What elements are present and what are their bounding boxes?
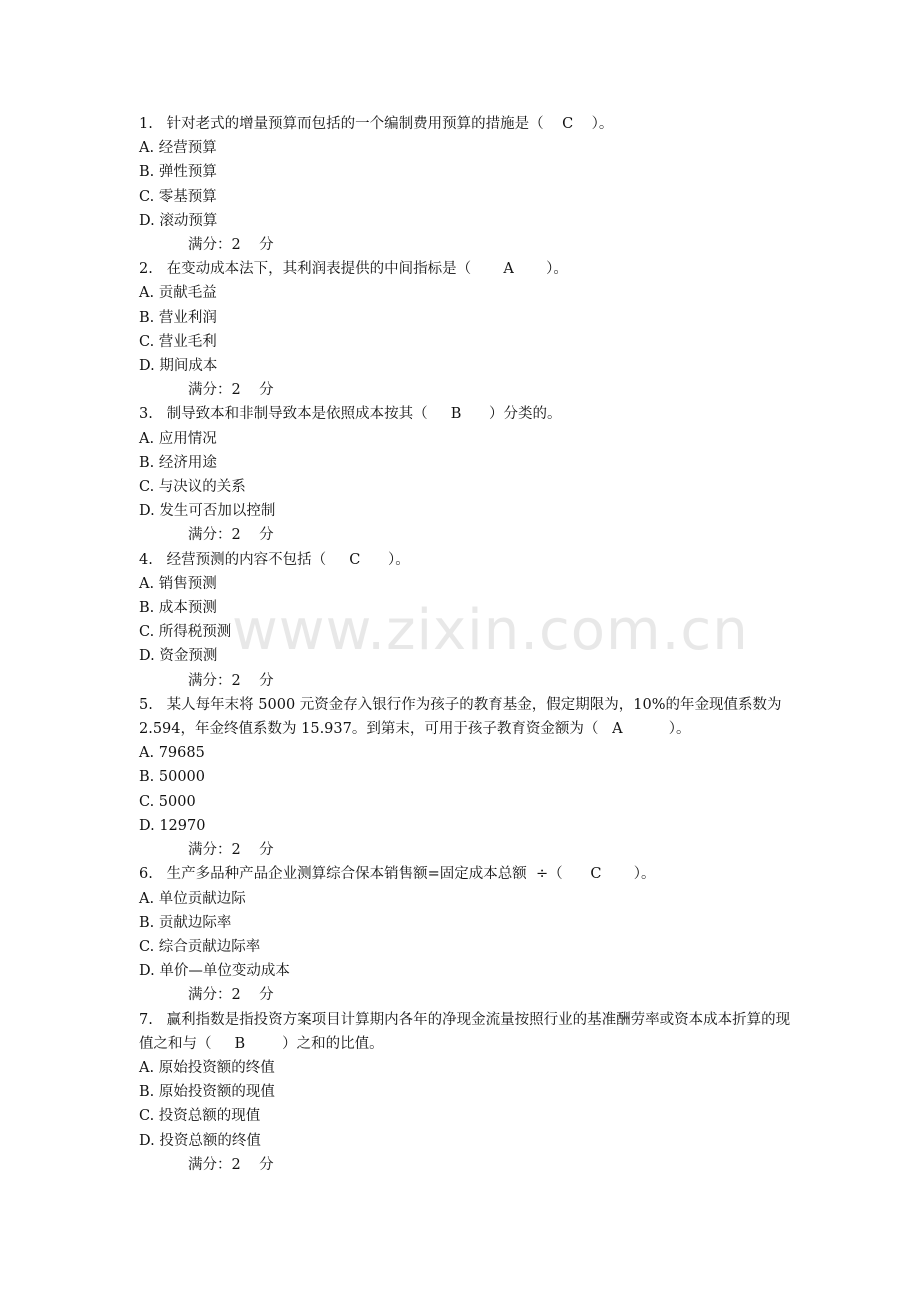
question-score: 满分：2 分 <box>188 1156 274 1173</box>
question-score: 满分：2 分 <box>188 382 274 399</box>
question-score: 满分：2 分 <box>188 672 274 689</box>
option-a: A. 单位贡献边际 <box>139 890 246 907</box>
option-b: B. 成本预测 <box>139 600 217 617</box>
option-d: D. 投资总额的终值 <box>139 1132 261 1149</box>
option-d: D. 期间成本 <box>139 358 218 375</box>
option-a: A. 贡献毛益 <box>139 285 217 302</box>
question-stem: 6. 生产多品种产品企业测算综合保本销售额=固定成本总额 ÷（ C ）。 <box>139 866 656 883</box>
question-score: 满分：2 分 <box>188 987 274 1004</box>
option-b: B. 50000 <box>139 769 206 786</box>
option-d: D. 发生可否加以控制 <box>139 503 276 520</box>
option-d: D. 12970 <box>139 817 206 834</box>
question-score: 满分：2 分 <box>188 237 274 254</box>
option-c: C. 与决议的关系 <box>139 479 246 496</box>
option-a: A. 应用情况 <box>139 430 217 447</box>
question-stem: 4. 经营预测的内容不包括（ C ）。 <box>139 551 410 568</box>
option-d: D. 滚动预算 <box>139 212 218 229</box>
watermark-text: www.zixin.com.cn <box>232 598 749 663</box>
question-stem: 1. 针对老式的增量预算而包括的一个编制费用预算的措施是（ C ）。 <box>139 116 614 132</box>
question-stem: 3. 制导致本和非制导致本是依照成本按其（ B ）分类的。 <box>139 406 562 423</box>
option-b: B. 经济用途 <box>139 454 217 471</box>
option-c: C. 零基预算 <box>139 188 217 205</box>
question-stem: 2. 在变动成本法下，其利润表提供的中间指标是（ A ）。 <box>139 261 568 278</box>
option-b: B. 贡献边际率 <box>139 914 232 931</box>
option-a: A. 79685 <box>139 745 205 762</box>
question-2 <box>139 257 799 402</box>
option-c: C. 营业毛利 <box>139 333 217 350</box>
option-b: B. 原始投资额的现值 <box>139 1084 275 1101</box>
option-a: A. 原始投资额的终值 <box>139 1059 275 1076</box>
question-7 <box>139 1008 799 1177</box>
question-stem: 7. 赢利指数是指投资方案项目计算期内各年的净现金流量按照行业的基准酬劳率或资本成本折算的现值之和与（ B ）之和的比值。 <box>139 1011 791 1052</box>
option-c: C. 5000 <box>139 793 196 810</box>
option-c: C. 投资总额的现值 <box>139 1108 261 1125</box>
question-1 <box>139 112 799 257</box>
option-a: A. 销售预测 <box>139 575 217 592</box>
question-score: 满分：2 分 <box>188 842 274 859</box>
option-c: C. 所得税预测 <box>139 624 232 641</box>
option-b: B. 弹性预算 <box>139 164 217 181</box>
option-a: A. 经营预算 <box>139 140 217 157</box>
option-d: D. 单价—单位变动成本 <box>139 963 290 980</box>
question-3 <box>139 402 799 547</box>
question-5 <box>139 693 799 862</box>
question-score: 满分：2 分 <box>188 527 274 544</box>
option-d: D. 资金预测 <box>139 648 218 665</box>
question-stem: 5. 某人每年末将 5000 元资金存入银行作为孩子的教育基金，假定期限为，10%的年金现值系数为 2.594，年金终值系数为 15.937。到第末，可用于孩子教育资金额为（ A ）。 <box>139 696 787 738</box>
question-6 <box>139 862 799 1007</box>
option-c: C. 综合贡献边际率 <box>139 938 261 955</box>
option-b: B. 营业利润 <box>139 309 217 326</box>
